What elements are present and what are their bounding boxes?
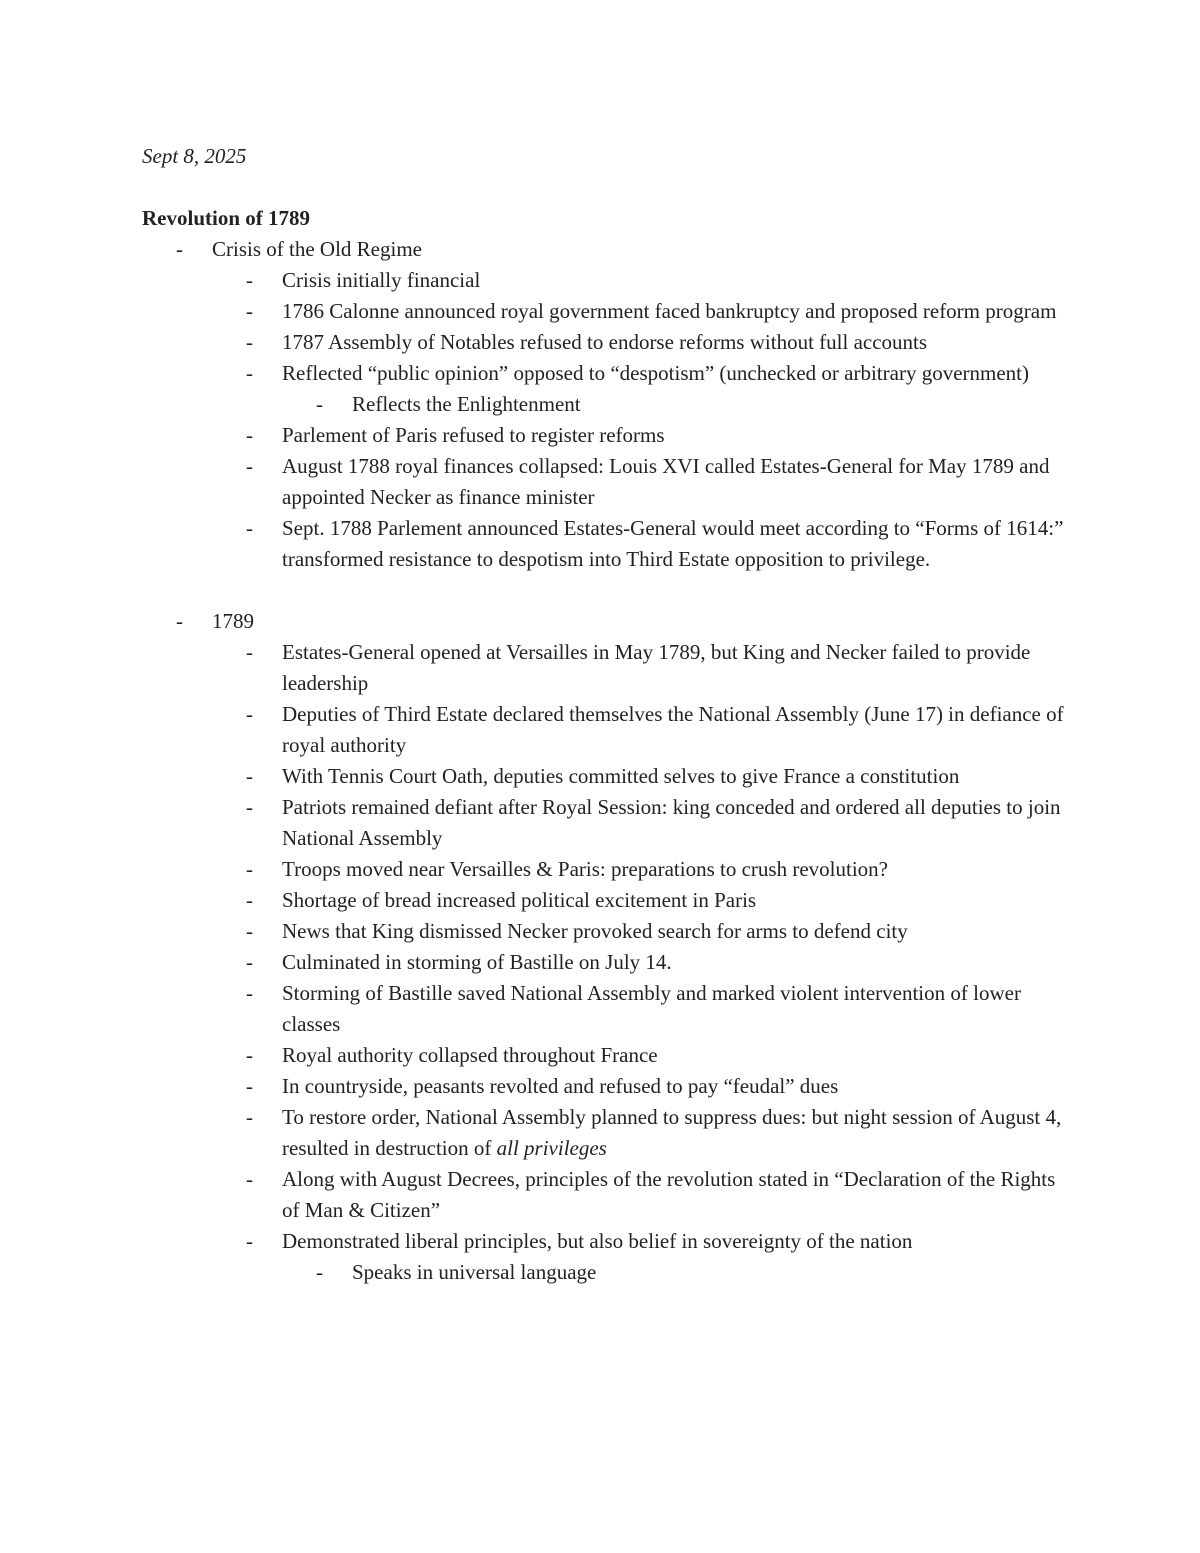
list-item — [212, 885, 1072, 916]
list-item-main-text: Storming of Bastille saved National Assembly and marked violent intervention of lower classes — [282, 981, 1021, 1036]
list-item — [212, 947, 1072, 978]
list-item-text — [282, 420, 1072, 451]
list-item — [212, 513, 1072, 575]
list-item-text — [282, 296, 1072, 327]
list-item-main-text: News that King dismissed Necker provoked search for arms to defend city — [282, 919, 908, 943]
sub-item — [282, 389, 1072, 420]
list-item-text — [282, 1040, 1072, 1071]
list-item-main-text: Demonstrated liberal principles, but also belief in sovereignty of the nation — [282, 1229, 913, 1253]
list-item — [212, 358, 1072, 420]
sub-item — [282, 1257, 1072, 1288]
list-item-text — [282, 451, 1072, 513]
section-title: 1789 — [212, 609, 254, 633]
bullet-dash: - — [316, 1260, 323, 1284]
bullet-dash: - — [316, 392, 323, 416]
list-item-main-text: 1786 Calonne announced royal government faced bankruptcy and proposed reform program — [282, 299, 1057, 323]
sub-items — [282, 389, 1072, 420]
list-item-text — [282, 792, 1072, 854]
section-items — [212, 265, 1072, 575]
list-item-main-text: Troops moved near Versailles & Paris: preparations to crush revolution? — [282, 857, 888, 881]
bullet-dash: - — [246, 330, 253, 354]
list-item-text — [282, 854, 1072, 885]
list-item — [212, 792, 1072, 854]
bullet-dash: - — [246, 950, 253, 974]
sub-item-text: Reflects the Enlightenment — [352, 392, 581, 416]
bullet-dash: - — [246, 361, 253, 385]
bullet-dash: - — [246, 1229, 253, 1253]
list-item — [212, 296, 1072, 327]
list-item-text — [282, 885, 1072, 916]
section-gap — [142, 575, 1072, 606]
list-item — [212, 761, 1072, 792]
list-item-main-text: Crisis initially financial — [282, 268, 481, 292]
list-item-main-text: Culminated in storming of Bastille on July 14. — [282, 950, 672, 974]
note-date: Sept 8, 2025 — [142, 144, 247, 168]
bullet-dash: - — [176, 237, 183, 261]
list-item-main-text: Estates-General opened at Versailles in May 1789, but King and Necker failed to provide leadership — [282, 640, 1031, 695]
list-item-text — [282, 978, 1072, 1040]
bullet-dash: - — [176, 609, 183, 633]
outline-section — [142, 606, 1072, 1288]
list-item — [212, 637, 1072, 699]
bullet-dash: - — [246, 1074, 253, 1098]
bullet-dash: - — [246, 299, 253, 323]
bullet-dash: - — [246, 764, 253, 788]
note-heading: Revolution of 1789 — [142, 206, 310, 230]
list-item-text — [282, 1071, 1072, 1102]
bullet-dash: - — [246, 702, 253, 726]
list-item-text — [282, 513, 1072, 575]
list-item — [212, 978, 1072, 1040]
list-item-main-text: 1787 Assembly of Notables refused to endorse reforms without full accounts — [282, 330, 928, 354]
bullet-dash: - — [246, 640, 253, 664]
bullet-dash: - — [246, 795, 253, 819]
list-item — [212, 327, 1072, 358]
list-item-main-text: To restore order, National Assembly planned to suppress dues: but night session of August 4, resulted in destruction of — [282, 1105, 1062, 1160]
sub-items — [282, 1257, 1072, 1288]
list-item-main-text: Royal authority collapsed throughout France — [282, 1043, 658, 1067]
list-item-text — [282, 1226, 1072, 1257]
list-item-main-text: Sept. 1788 Parlement announced Estates-General would meet according to “Forms of 1614:” transformed resistance to despotism into Third Estate opposition to privilege. — [282, 516, 1064, 571]
list-item-text — [282, 1164, 1072, 1226]
list-item — [212, 265, 1072, 296]
list-item — [212, 1226, 1072, 1288]
list-item-text — [282, 916, 1072, 947]
section-title: Crisis of the Old Regime — [212, 237, 422, 261]
bullet-dash: - — [246, 516, 253, 540]
list-item-main-text: Parlement of Paris refused to register reforms — [282, 423, 665, 447]
list-item-text — [282, 265, 1072, 296]
bullet-dash: - — [246, 1043, 253, 1067]
bullet-dash: - — [246, 1167, 253, 1191]
bullet-dash: - — [246, 423, 253, 447]
list-item-main-text: Deputies of Third Estate declared themselves the National Assembly (June 17) in defiance of royal authority — [282, 702, 1064, 757]
list-item — [212, 916, 1072, 947]
list-item-main-text: With Tennis Court Oath, deputies committed selves to give France a constitution — [282, 764, 960, 788]
list-item-text — [282, 1102, 1072, 1164]
list-item — [212, 1102, 1072, 1164]
sub-item-text: Speaks in universal language — [352, 1260, 597, 1284]
bullet-dash: - — [246, 857, 253, 881]
list-item-text — [282, 358, 1072, 389]
bullet-dash: - — [246, 919, 253, 943]
bullet-dash: - — [246, 981, 253, 1005]
list-item — [212, 1071, 1072, 1102]
list-item-main-text: Patriots remained defiant after Royal Session: king conceded and ordered all deputies to join National Assembly — [282, 795, 1061, 850]
list-item-text — [282, 947, 1072, 978]
bullet-dash: - — [246, 268, 253, 292]
bullet-dash: - — [246, 888, 253, 912]
list-item — [212, 1164, 1072, 1226]
section-items — [212, 637, 1072, 1288]
emphasis-text: all privileges — [496, 1136, 607, 1160]
list-item-text — [282, 637, 1072, 699]
list-item — [212, 699, 1072, 761]
list-item — [212, 854, 1072, 885]
list-item-main-text: Along with August Decrees, principles of the revolution stated in “Declaration of the Rights of Man & Citizen” — [282, 1167, 1056, 1222]
list-item-main-text: Shortage of bread increased political excitement in Paris — [282, 888, 757, 912]
list-item — [212, 420, 1072, 451]
list-item-text — [282, 761, 1072, 792]
list-item-main-text: Reflected “public opinion” opposed to “despotism” (unchecked or arbitrary government) — [282, 361, 1029, 385]
list-item — [212, 1040, 1072, 1071]
list-item — [212, 451, 1072, 513]
bullet-dash: - — [246, 454, 253, 478]
list-item-text — [282, 327, 1072, 358]
list-item-main-text: August 1788 royal finances collapsed: Louis XVI called Estates-General for May 1789 and appointed Necker as finance minister — [282, 454, 1050, 509]
list-item-text — [282, 699, 1072, 761]
document-page — [142, 141, 1072, 1288]
bullet-dash: - — [246, 1105, 253, 1129]
outline-list — [142, 234, 1072, 1288]
outline-section — [142, 234, 1072, 575]
list-item-main-text: In countryside, peasants revolted and refused to pay “feudal” dues — [282, 1074, 839, 1098]
